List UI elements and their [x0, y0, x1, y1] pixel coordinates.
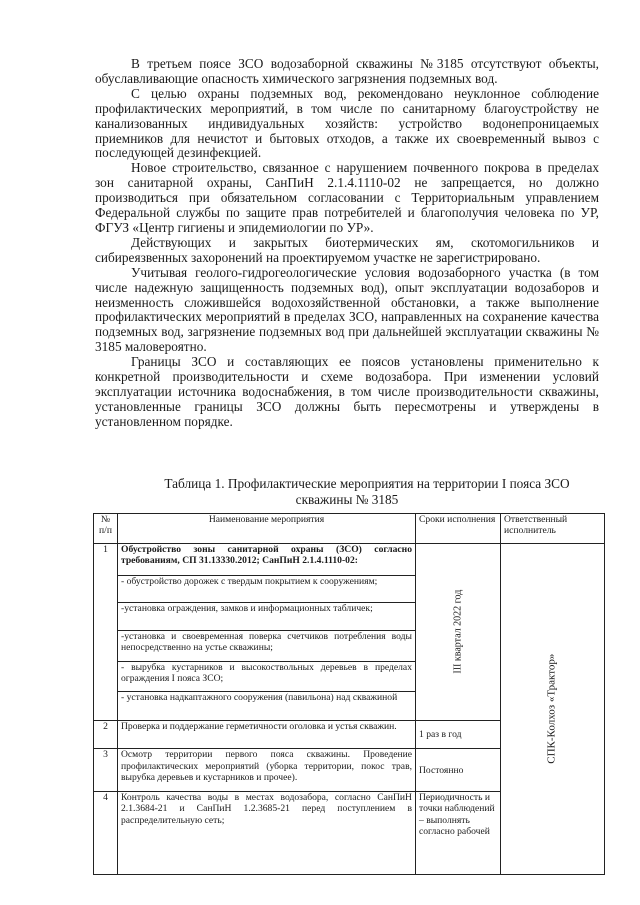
row-item: -установка ограждения, замков и информационных табличек;: [118, 603, 416, 630]
table-caption: [95, 476, 599, 508]
measures-table: [93, 513, 605, 875]
paragraph: Границы ЗСО и составляющих ее поясов установлены применительно к конкретной производительности и схеме водозабора. При изменении условий эксплуатации источника водоснабжения, в том числе производительности скважины, установленные границы ЗСО должны быть пересмотрены и утверждены в установленном порядке.: [95, 354, 599, 429]
row-item: -установка и своевременная поверка счетчиков потребления воды непосредственно на устье скважины;: [118, 630, 416, 661]
paragraph: Учитывая геолого-гидрогеологические условия водозаборного участка (в том числе надежную защищенность подземных вод), опыт эксплуатации водозаборов и неизменность сложившейся водохозяйственной обстановки, а также выполнение профилактических мероприятий в пределах ЗСО, направленных на сохранение качества подземных вод, загрязнение подземных вод при дальнейшей эксплуатации скважины № 3185 маловероятно.: [95, 264, 599, 355]
header-responsible: Ответственный исполнитель: [501, 514, 605, 544]
paragraph: Новое строительство, связанное с нарушением почвенного покрова в пределах зон санитарной охраны, СанПиН 2.1.4.1110-02 не запрещается, но должно производиться при обязательном согласовании с Территориальным управлением Федеральной службы по защите прав потребителей и благополучия человека по УР, ФГУЗ «Центр гигиены и эпидемиологии по УР».: [95, 160, 599, 235]
row-term: Периодичность и точки наблюдений – выполнять согласно рабочей: [416, 792, 501, 875]
table-header-row: [94, 514, 605, 544]
row-term: Постоянно: [416, 749, 501, 792]
header-term: Сроки исполнения: [416, 514, 501, 544]
paragraph: В третьем поясе ЗСО водозаборной скважины №3185 отсутствуют объекты, обуславливающие опасность химического загрязнения подземных вод.: [95, 56, 599, 86]
row-item: - обустройство дорожек с твердым покрытием к сооружениям;: [118, 576, 416, 603]
responsible-text: СПК-Колхоз «Трактор»: [545, 653, 558, 765]
paragraph: С целью охраны подземных вод, рекомендовано неуклонное соблюдение профилактических мероприятий, в том числе по санитарному благоустройству не канализованных индивидуальных хозяйств: устройство водонепроницаемых приемников для нечистот и бытовых отходов, а также их своевременный вывоз с последующей дезинфекцией.: [95, 85, 599, 161]
row-number: 2: [94, 720, 118, 748]
row-name: Осмотр территории первого пояса скважины. Проведение профилактических мероприятий (уборка территории, покос трав, вырубка деревьев и кустарников и прочее).: [118, 749, 416, 792]
row-item: - установка надкаптажного сооружения (павильона) над скважиной: [118, 692, 416, 721]
body-text: [95, 57, 599, 430]
row-name: Проверка и поддержание герметичности оголовка и устья скважин.: [118, 720, 416, 748]
term-text: III квартал 2022 год: [452, 590, 464, 674]
table-caption-line: Таблица 1. Профилактические мероприятия на территории I пояса ЗСО: [164, 476, 570, 491]
paragraph: Действующих и закрытых биотермических ям, скотомогильников и сибиреязвенных захоронений на проектируемом участке не зарегистрировано.: [95, 234, 599, 265]
row-term: 1 раз в год: [416, 720, 501, 748]
header-name: Наименование мероприятия: [118, 514, 416, 544]
table-caption-line: скважины № 3185: [295, 492, 399, 507]
header-num: № п/п: [94, 514, 118, 544]
responsible-cell: [501, 544, 605, 875]
row-item: - вырубка кустарников и высокоствольных деревьев в пределах ограждения I пояса ЗСО;: [118, 661, 416, 692]
row-term: [416, 544, 501, 721]
row-name: Контроль качества воды в местах водозабора, согласно СанПиН 2.1.3684-21 и СанПиН 1.2.3685-21 перед поступлением в распределительную сеть;: [118, 792, 416, 875]
row-title: Обустройство зоны санитарной охраны (ЗСО) согласно требованиям, СП 31.13330.2012; СанПиН 2.1.4.1110-02:: [118, 544, 416, 576]
row-number: 1: [94, 544, 118, 721]
table-row: [94, 544, 605, 576]
row-number: 4: [94, 792, 118, 875]
row-number: 3: [94, 749, 118, 792]
